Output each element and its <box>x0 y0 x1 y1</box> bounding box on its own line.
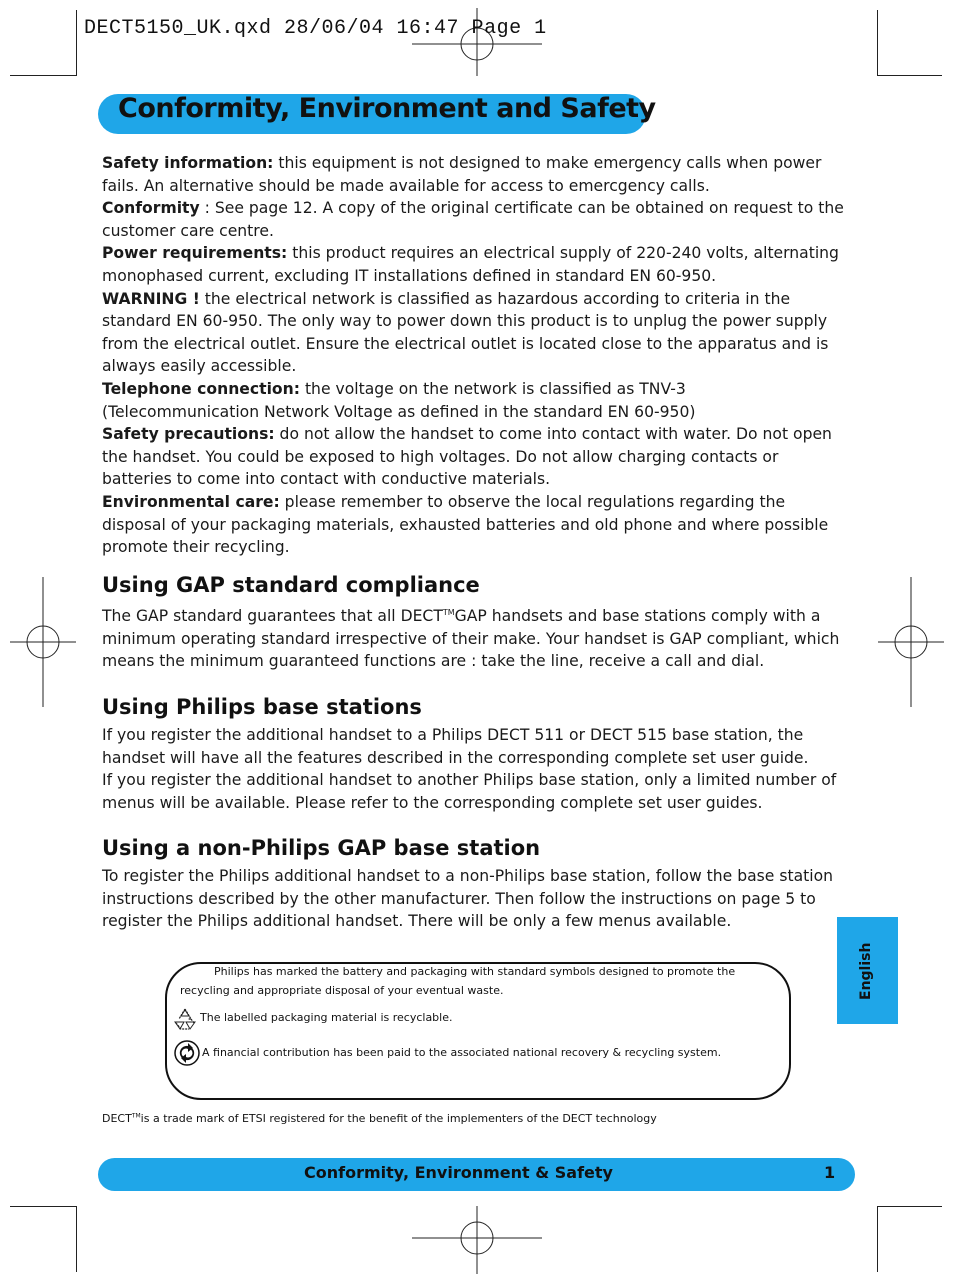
safety-section <box>102 152 847 559</box>
recycle-icon <box>172 1007 198 1031</box>
trademark-prefix: DECT <box>102 1112 132 1125</box>
philips-base-heading: Using Philips base stations <box>102 695 422 719</box>
label: Power requirements: <box>102 244 288 263</box>
gap-text <box>102 602 847 673</box>
paragraph-safety-info <box>102 152 847 197</box>
label: Safety information: <box>102 154 274 172</box>
text: the electrical network is classified as hazardous according to criteria in the standard EN 60-950. The only way to power down this product is to unplug the power supply from the electrical outlet. Ensure the electrical outlet is located close to the apparatus and is always easily accessible. <box>102 289 829 376</box>
registration-mark-right-icon <box>878 577 944 707</box>
registration-mark-left-icon <box>10 577 76 707</box>
non-philips-para: To register the Philips additional handset to a non-Philips base station, follow the base station instructions described by the other manufacturer. Then follow the instructions on page 5 to register the Philips additional handset. There will be only a few menus available. <box>102 867 834 931</box>
label: Safety precautions: <box>102 425 275 444</box>
gap-text-before: The GAP standard guarantees that all DECT <box>102 607 443 626</box>
recycling-notice-box <box>165 962 791 1100</box>
language-label: English <box>858 942 874 1000</box>
text: the voltage on the network is classified as TNV-3 (Telecommunication Network Voltage as defined in the standard EN 60-950) <box>102 379 696 421</box>
crop-mark <box>877 10 878 76</box>
page-number: 1 <box>824 1163 836 1182</box>
text: : See page 12. A copy of the original certificate can be obtained on request to the customer care centre. <box>102 199 844 240</box>
text: please remember to observe the local regulations regarding the disposal of your packaging materials, exhausted batteries and old phone and where possible promote their recycling. <box>102 492 829 557</box>
crop-mark <box>76 1206 77 1272</box>
crop-mark <box>877 1206 878 1272</box>
paragraph-telephone <box>102 378 847 423</box>
crop-mark <box>878 1206 942 1207</box>
paragraph-environment <box>102 491 847 559</box>
language-tab <box>837 917 898 1024</box>
paragraph-precautions <box>102 423 847 491</box>
tm-mark: TM <box>131 1112 141 1120</box>
label: Telephone connection: <box>102 379 300 398</box>
label: Conformity <box>102 199 200 218</box>
label: WARNING ! <box>102 289 200 308</box>
trademark-note <box>102 1112 657 1125</box>
page-title: Conformity, Environment and Safety <box>118 93 656 124</box>
label: Environmental care: <box>102 492 280 511</box>
text: this product requires an electrical supply of 220-240 volts, alternating monophased current, excluding IT installations defined in standard EN 60-950. <box>102 244 839 285</box>
recycling-line2: recycling and appropriate disposal of your eventual waste. <box>180 984 504 997</box>
philips-base-para2: If you register the additional handset to another Philips base station, only a limited number of menus will be available. Please refer to the corresponding complete set user guides. <box>102 771 837 812</box>
green-dot-icon <box>174 1040 200 1066</box>
footer-title: Conformity, Environment & Safety <box>304 1163 613 1182</box>
registration-mark-bottom-icon <box>412 1206 542 1274</box>
philips-base-para1: If you register the additional handset to a Philips DECT 511 or DECT 515 base station, the handset will have all the features described in the corresponding complete set user guide. <box>102 726 809 767</box>
crop-mark <box>76 10 77 76</box>
text: this equipment is not designed to make emergency calls when power fails. An alternative should be made available for access to emercgency calls. <box>102 154 822 195</box>
trademark-text: is a trade mark of ETSI registered for the benefit of the implementers of the DECT technology <box>140 1112 657 1125</box>
philips-base-text <box>102 724 847 814</box>
gap-text-after: GAP handsets and base stations comply with a minimum operating standard irrespective of their make. Your handset is GAP compliant, which means the minimum guaranteed functions are : take the line, receive a call and dial. <box>102 607 840 671</box>
non-philips-heading: Using a non-Philips GAP base station <box>102 836 541 860</box>
recycling-line1: Philips has marked the battery and packaging with standard symbols designed to promote the <box>214 965 736 978</box>
crop-mark <box>878 75 942 76</box>
crop-mark <box>10 75 76 76</box>
crop-mark <box>10 1206 76 1207</box>
gap-heading: Using GAP standard compliance <box>102 573 480 597</box>
text: do not allow the handset to come into contact with water. Do not open the handset. You could be exposed to high voltages. Do not allow charging contacts or batteries to come into contact with conductive materials. <box>102 425 832 489</box>
recycle-text: The labelled packaging material is recyclable. <box>200 1011 453 1024</box>
tm-mark: TM <box>442 608 455 617</box>
green-dot-text: A financial contribution has been paid to the associated national recovery & recycling system. <box>202 1046 722 1059</box>
paragraph-power <box>102 242 847 287</box>
non-philips-text <box>102 865 847 933</box>
paragraph-conformity <box>102 197 847 242</box>
paragraph-warning <box>102 288 847 378</box>
file-slug: DECT5150_UK.qxd 28/06/04 16:47 Page 1 <box>84 17 547 40</box>
